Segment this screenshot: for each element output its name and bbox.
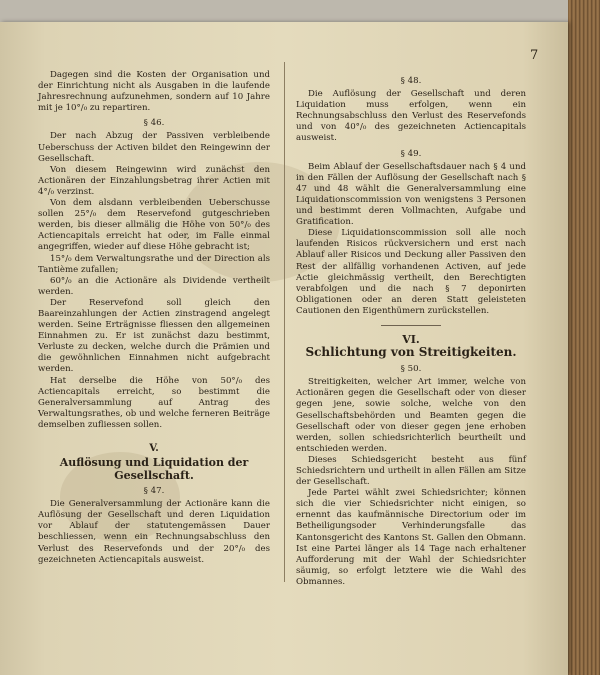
paragraph: 60°/₀ an die Actionäre als Dividende vertheilt werden. [38,275,270,297]
paragraph: Von dem alsdann verbleibenden Ueberschusse sollen 25°/₀ dem Reservefond gutgeschrieben werden, bis dieser allmälig die Höhe von 50°/₀ des Actiencapitals erreicht hat oder, im Falle einmal angegriffen, wieder auf diese Höhe gebracht ist; [38,198,270,253]
paragraph: 15°/₀ dem Verwaltungsrathe und der Direction als Tantième zufallen; [38,253,270,275]
chapter-number: V. [149,443,159,454]
book-edge [568,0,600,675]
paragraph: Die Auflösung der Gesellschaft und deren Liquidation muss erfolgen, wenn ein Rechnungsabschluss den Verlust des Reservefonds und von 40°/₀ des gezeichneten Actiencapitals ausweist. [296,89,526,144]
paragraph: Jede Partei wählt zwei Schiedsrichter; können sich die vier Schiedsrichter nicht einigen, so ernennt das kaufmännische Directorium oder im Betheiligungsoder Verhinderungsfalle das Kantonsgericht des Kantons St. Gallen den Obmann. Ist eine Partei länger als 14 Tage nach erhaltener Aufforderung mit der Wahl der Schiedsrichter säumig, so erfolgt letztere wie die Wahl des Obmannes. [296,488,526,587]
right-column [296,72,526,588]
left-column [38,70,270,566]
paragraph: Der nach Abzug der Passiven verbleibende Ueberschuss der Activen bildet den Reingewinn der Gesellschaft. [38,131,270,164]
page-number: 7 [530,48,539,63]
section-heading: § 50. [400,364,422,375]
section-heading: § 48. [400,76,422,86]
chapter-title: Auflösung und Liquidation der Gesellschaft. [59,456,249,483]
paragraph: Dieses Schiedsgericht besteht aus fünf Schiedsrichtern und urtheilt in allen Fällen am Sitze der Gesellschaft. [296,454,526,488]
paragraph: Streitigkeiten, welcher Art immer, welche von Actionären gegen die Gesellschaft oder von dieser gegen jene, sowie solche, welche von den Gesellschaftsbehörden und Beamten gegen die Gesellschaft oder von dieser gegen jene erhoben werden, sollen schiedsrichterlich beurtheilt und entschieden werden. [296,377,526,454]
paragraph: Dagegen sind die Kosten der Organisation und der Einrichtung nicht als Ausgaben in die laufende Jahresrechnung aufzunehmen, sondern auf 10 Jahre mit je 10°/₀ zu repartiren. [38,70,270,114]
chapter-title: Schlichtung von Streitigkeiten. [305,345,517,360]
paragraph: Der Reservefond soll gleich den Baareinzahlungen der Actien zinstragend angelegt werden. Seine Erträgnisse fliessen den allgemeinen Einnahmen zu. Er ist zunächst dazu bestimmt, Verluste zu decken, welche durch die Prämien und die gewöhnlichen Einnahmen nicht aufgebracht werden. [38,297,270,375]
scan-top-border [0,0,600,22]
paragraph: Beim Ablauf der Gesellschaftsdauer nach § 4 und in den Fällen der Auflösung der Gesellschaft nach § 47 und 48 wählt die Generalversammlung eine Liquidationscommission von wenigstens 3 Personen und bestimmt deren Vollmachten, Aufgabe und Gratification. [296,161,526,228]
separator-line [381,325,441,326]
section-heading: § 49. [400,148,422,159]
paragraph: Hat derselbe die Höhe von 50°/₀ des Actiencapitals erreicht, so bestimmt die Generalversammlung auf Antrag des Verwaltungsrathes, ob und welche ferneren Beiträge demselben zufliessen sollen. [38,375,270,430]
section-heading: § 47. [143,486,165,497]
paragraph: Von diesem Reingewinn wird zunächst den Actionären der Einzahlungsbetrag ihrer Actien mit 4°/₀ verzinst. [38,164,270,197]
paragraph: Die Generalversammlung der Actionäre kann die Auflösung der Gesellschaft und deren Liquidation vor Ablauf der statutengemässen Dauer beschliessen, wenn ein Rechnungsabschluss den Verlust des Reservefonds und der 20°/₀ des gezeichneten Actiencapitals ausweist. [38,499,270,565]
paragraph: Diese Liquidationscommission soll alle noch laufenden Risicos rückversichern und erst nach Ablauf aller Risicos und Deckung aller Passiven den Rest der allfällig vorhandenen Activen, auf jede Actie gleichmässig vertheilt, den Berechtigten verabfolgen und die nach § 7 deponirten Obligationen oder an deren Statt geleisteten Cautionen den Eigenthümern zurückstellen. [296,228,526,316]
column-rule [284,62,285,582]
chapter-number: VI. [402,332,420,346]
section-heading: § 46. [143,118,165,129]
